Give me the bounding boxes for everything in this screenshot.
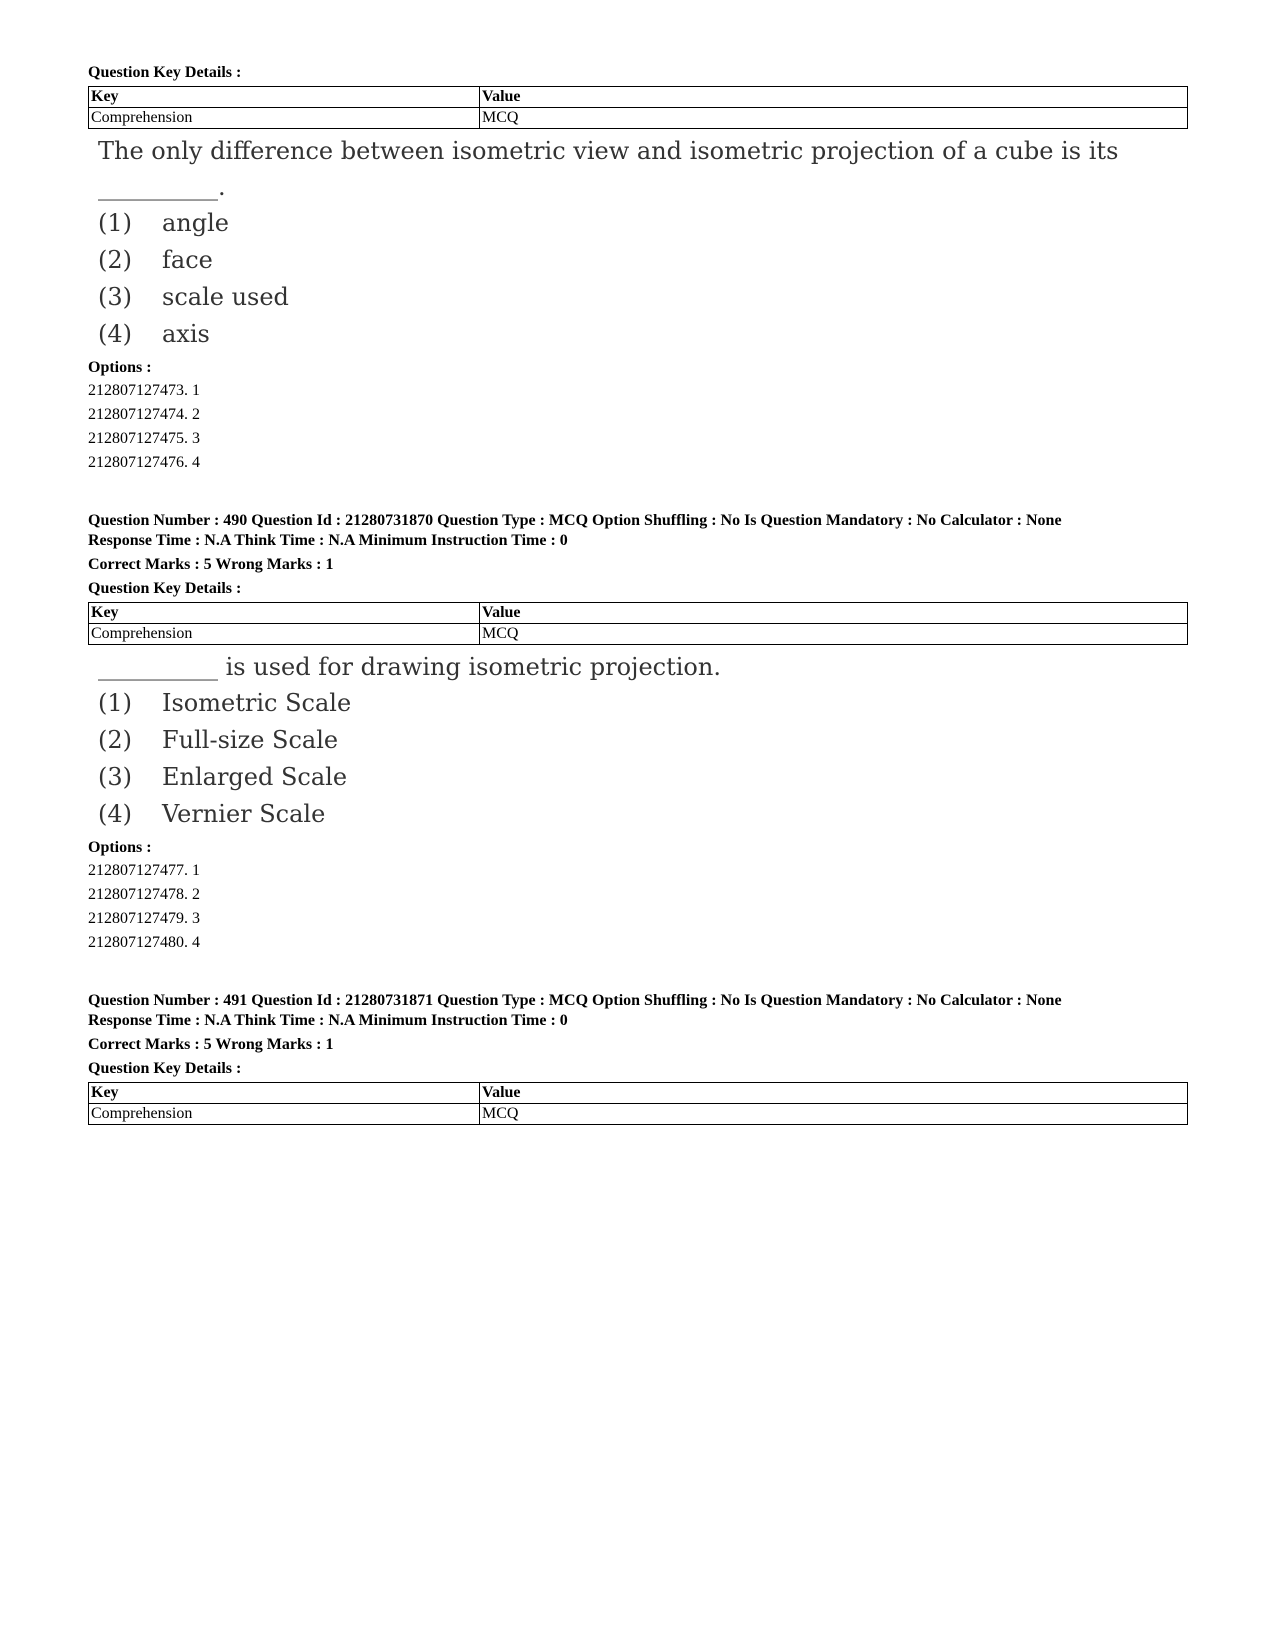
table-header-row	[89, 1083, 1188, 1104]
options-label: Options :	[88, 839, 152, 856]
choice-text: angle	[162, 209, 230, 237]
header-key: Key	[89, 87, 480, 108]
choice-text: face	[162, 246, 213, 274]
choice-text: Isometric Scale	[162, 689, 352, 717]
question-stem: The only difference between isometric view and isometric projection of a cube is its __________.	[98, 137, 1119, 201]
table-header-row	[89, 603, 1188, 624]
choice	[98, 722, 1188, 759]
choice-number: (4)	[98, 320, 132, 348]
choice-number: (2)	[98, 726, 132, 754]
header-key: Key	[89, 1083, 480, 1104]
question-image	[98, 133, 1188, 353]
cell-key: Comprehension	[89, 1104, 480, 1125]
key-details-label: Question Key Details :	[88, 1060, 242, 1077]
options-label: Options :	[88, 359, 152, 376]
question-meta-line: Question Number : 491 Question Id : 21280731871 Question Type : MCQ Option Shuffling : No Is Question Mandatory : No Calculator : None	[88, 992, 1062, 1009]
choice	[98, 759, 1188, 796]
option-item: 212807127479. 3	[88, 910, 200, 927]
choice-number: (1)	[98, 209, 132, 237]
document-page	[88, 60, 1188, 1129]
cell-value: MCQ	[480, 1104, 1188, 1125]
choice-text: Full-size Scale	[162, 726, 339, 754]
question-490	[88, 511, 1188, 955]
option-item: 212807127475. 3	[88, 430, 200, 447]
choice-text: scale used	[162, 283, 289, 311]
options-list	[88, 859, 1188, 955]
option-item: 212807127477. 1	[88, 862, 200, 879]
choice-number: (1)	[98, 689, 132, 717]
question-stem: __________ is used for drawing isometric projection.	[98, 653, 721, 681]
key-details-label: Question Key Details :	[88, 580, 242, 597]
choice-number: (3)	[98, 763, 132, 791]
choice-text: Enlarged Scale	[162, 763, 348, 791]
table-row	[89, 108, 1188, 129]
question-meta-line: Response Time : N.A Think Time : N.A Minimum Instruction Time : 0	[88, 532, 568, 549]
choice-text: Vernier Scale	[162, 800, 326, 828]
marks-line: Correct Marks : 5 Wrong Marks : 1	[88, 1036, 334, 1053]
table-row	[89, 624, 1188, 645]
question-meta-line: Response Time : N.A Think Time : N.A Minimum Instruction Time : 0	[88, 1012, 568, 1029]
choice-number: (4)	[98, 800, 132, 828]
key-details-table	[88, 602, 1188, 645]
question-491	[88, 991, 1188, 1125]
choice	[98, 316, 1188, 353]
header-value: Value	[480, 603, 1188, 624]
cell-value: MCQ	[480, 108, 1188, 129]
cell-value: MCQ	[480, 624, 1188, 645]
cell-key: Comprehension	[89, 108, 480, 129]
question-image	[98, 649, 1188, 833]
option-item: 212807127478. 2	[88, 886, 200, 903]
choice	[98, 796, 1188, 833]
choice-number: (3)	[98, 283, 132, 311]
choice	[98, 685, 1188, 722]
option-item: 212807127480. 4	[88, 934, 200, 951]
table-row	[89, 1104, 1188, 1125]
options-list	[88, 379, 1188, 475]
marks-line: Correct Marks : 5 Wrong Marks : 1	[88, 556, 334, 573]
choice-text: axis	[162, 320, 210, 348]
table-header-row	[89, 87, 1188, 108]
option-item: 212807127474. 2	[88, 406, 200, 423]
option-item: 212807127473. 1	[88, 382, 200, 399]
header-value: Value	[480, 87, 1188, 108]
question-meta-line: Question Number : 490 Question Id : 21280731870 Question Type : MCQ Option Shuffling : No Is Question Mandatory : No Calculator : None	[88, 512, 1062, 529]
key-details-label: Question Key Details :	[88, 64, 242, 81]
key-details-table	[88, 86, 1188, 129]
choice	[98, 279, 1188, 316]
choice	[98, 242, 1188, 279]
header-key: Key	[89, 603, 480, 624]
cell-key: Comprehension	[89, 624, 480, 645]
choice-number: (2)	[98, 246, 132, 274]
key-details-table	[88, 1082, 1188, 1125]
option-item: 212807127476. 4	[88, 454, 200, 471]
choice	[98, 205, 1188, 242]
header-value: Value	[480, 1083, 1188, 1104]
question-489	[88, 62, 1188, 475]
